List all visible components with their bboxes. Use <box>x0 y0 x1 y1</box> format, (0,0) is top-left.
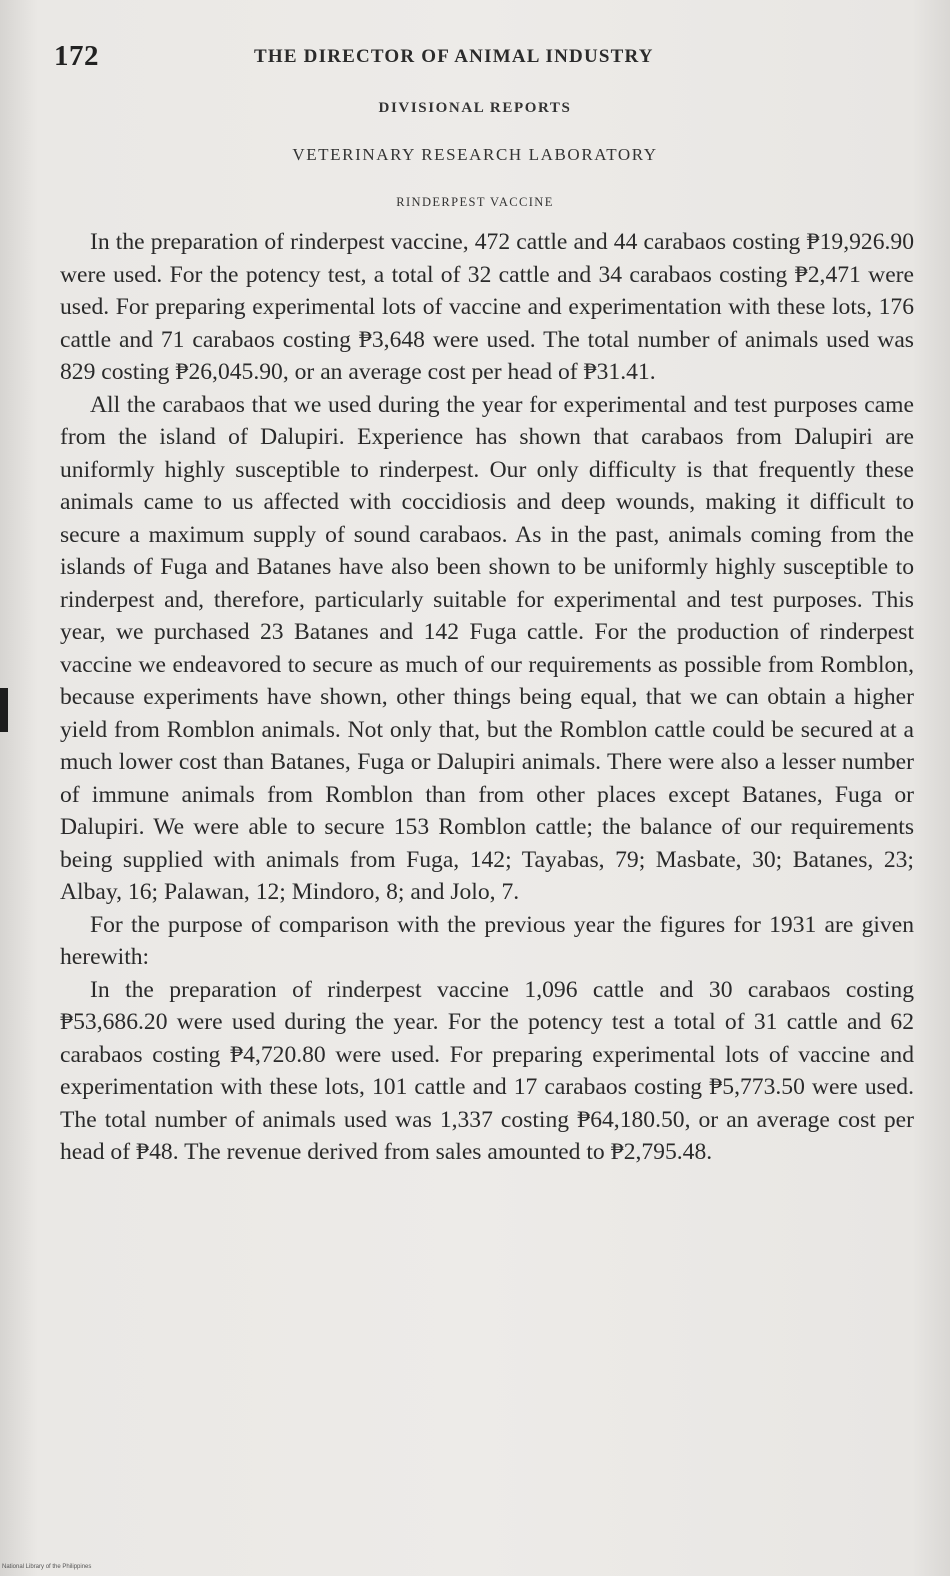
paragraph-comparison-intro: For the purpose of comparison with the previous year the figures for 1931 are given herewith: <box>60 911 914 970</box>
body-text <box>60 226 914 1169</box>
laboratory-heading: VETERINARY RESEARCH LABORATORY <box>292 145 658 164</box>
divisional-reports-heading: DIVISIONAL REPORTS <box>378 100 572 116</box>
page-number: 172 <box>54 40 99 72</box>
binding-edge-mark <box>0 688 8 732</box>
paragraph-animal-sources: All the carabaos that we used during the year for experimental and test purposes came from the island of Dalupiri. Experience has shown that carabaos from Dalupiri are uniformly highly susceptible to rinderpest. Our only difficulty is that frequently these animals came to us affected with coccidiosis and deep wounds, making it difficult to secure a maximum supply of sound carabaos. As in the past, animals coming from the islands of Fuga and Batanes have also been shown to be uniformly highly susceptible to rinderpest and, therefore, particularly suitable for experimental and test purposes. This year, we purchased 23 Batanes and 142 Fuga cattle. For the production of rinderpest vaccine we endeavored to secure as much of our requirements as possible from Romblon, because experiments have shown, other things being equal, that we can obtain a higher yield from Romblon animals. Not only that, but the Romblon cattle could be secured at a much lower cost than Batanes, Fuga or Dalupiri animals. There were also a lesser number of immune animals from Romblon than from other places except Batanes, Fuga or Dalupiri. We were able to secure 153 Romblon cattle; the balance of our requirements being supplied with animals from Fuga, 142; Tayabas, 79; Masbate, 30; Batanes, 23; Albay, 16; Palawan, 12; Mindoro, 8; and Jolo, 7. <box>60 391 914 905</box>
library-credit: National Library of the Philippines <box>2 1564 92 1570</box>
running-head <box>54 40 914 80</box>
paragraph-1932-figures: In the preparation of rinderpest vaccine, 472 cattle and 44 carabaos costing ₱19,926.90 were used. For the potency test, a total of 32 cattle and 34 carabaos costing ₱2,471 were used. For preparing experimental lots of vaccine and experimentation with these lots, 176 cattle and 71 carabaos costing ₱3,648 were used. The total number of animals used was 829 costing ₱26,045.90, or an average cost per head of ₱31.41. <box>60 229 914 385</box>
running-title: THE DIRECTOR OF ANIMAL INDUSTRY <box>254 46 654 67</box>
paragraph-1931-figures: In the preparation of rinderpest vaccine 1,096 cattle and 30 carabaos costing ₱53,686.20 were used during the year. For the potency test a total of 31 cattle and 62 carabaos costing ₱4,720.80 were used. For preparing experimental lots of vaccine and experimentation with these lots, 101 cattle and 17 carabaos costing ₱5,773.50 were used. The total number of animals used was 1,337 costing ₱64,180.50, or an average cost per head of ₱48. The revenue derived from sales amounted to ₱2,795.48. <box>60 976 914 1165</box>
section-heading: RINDERPEST VACCINE <box>396 195 554 209</box>
